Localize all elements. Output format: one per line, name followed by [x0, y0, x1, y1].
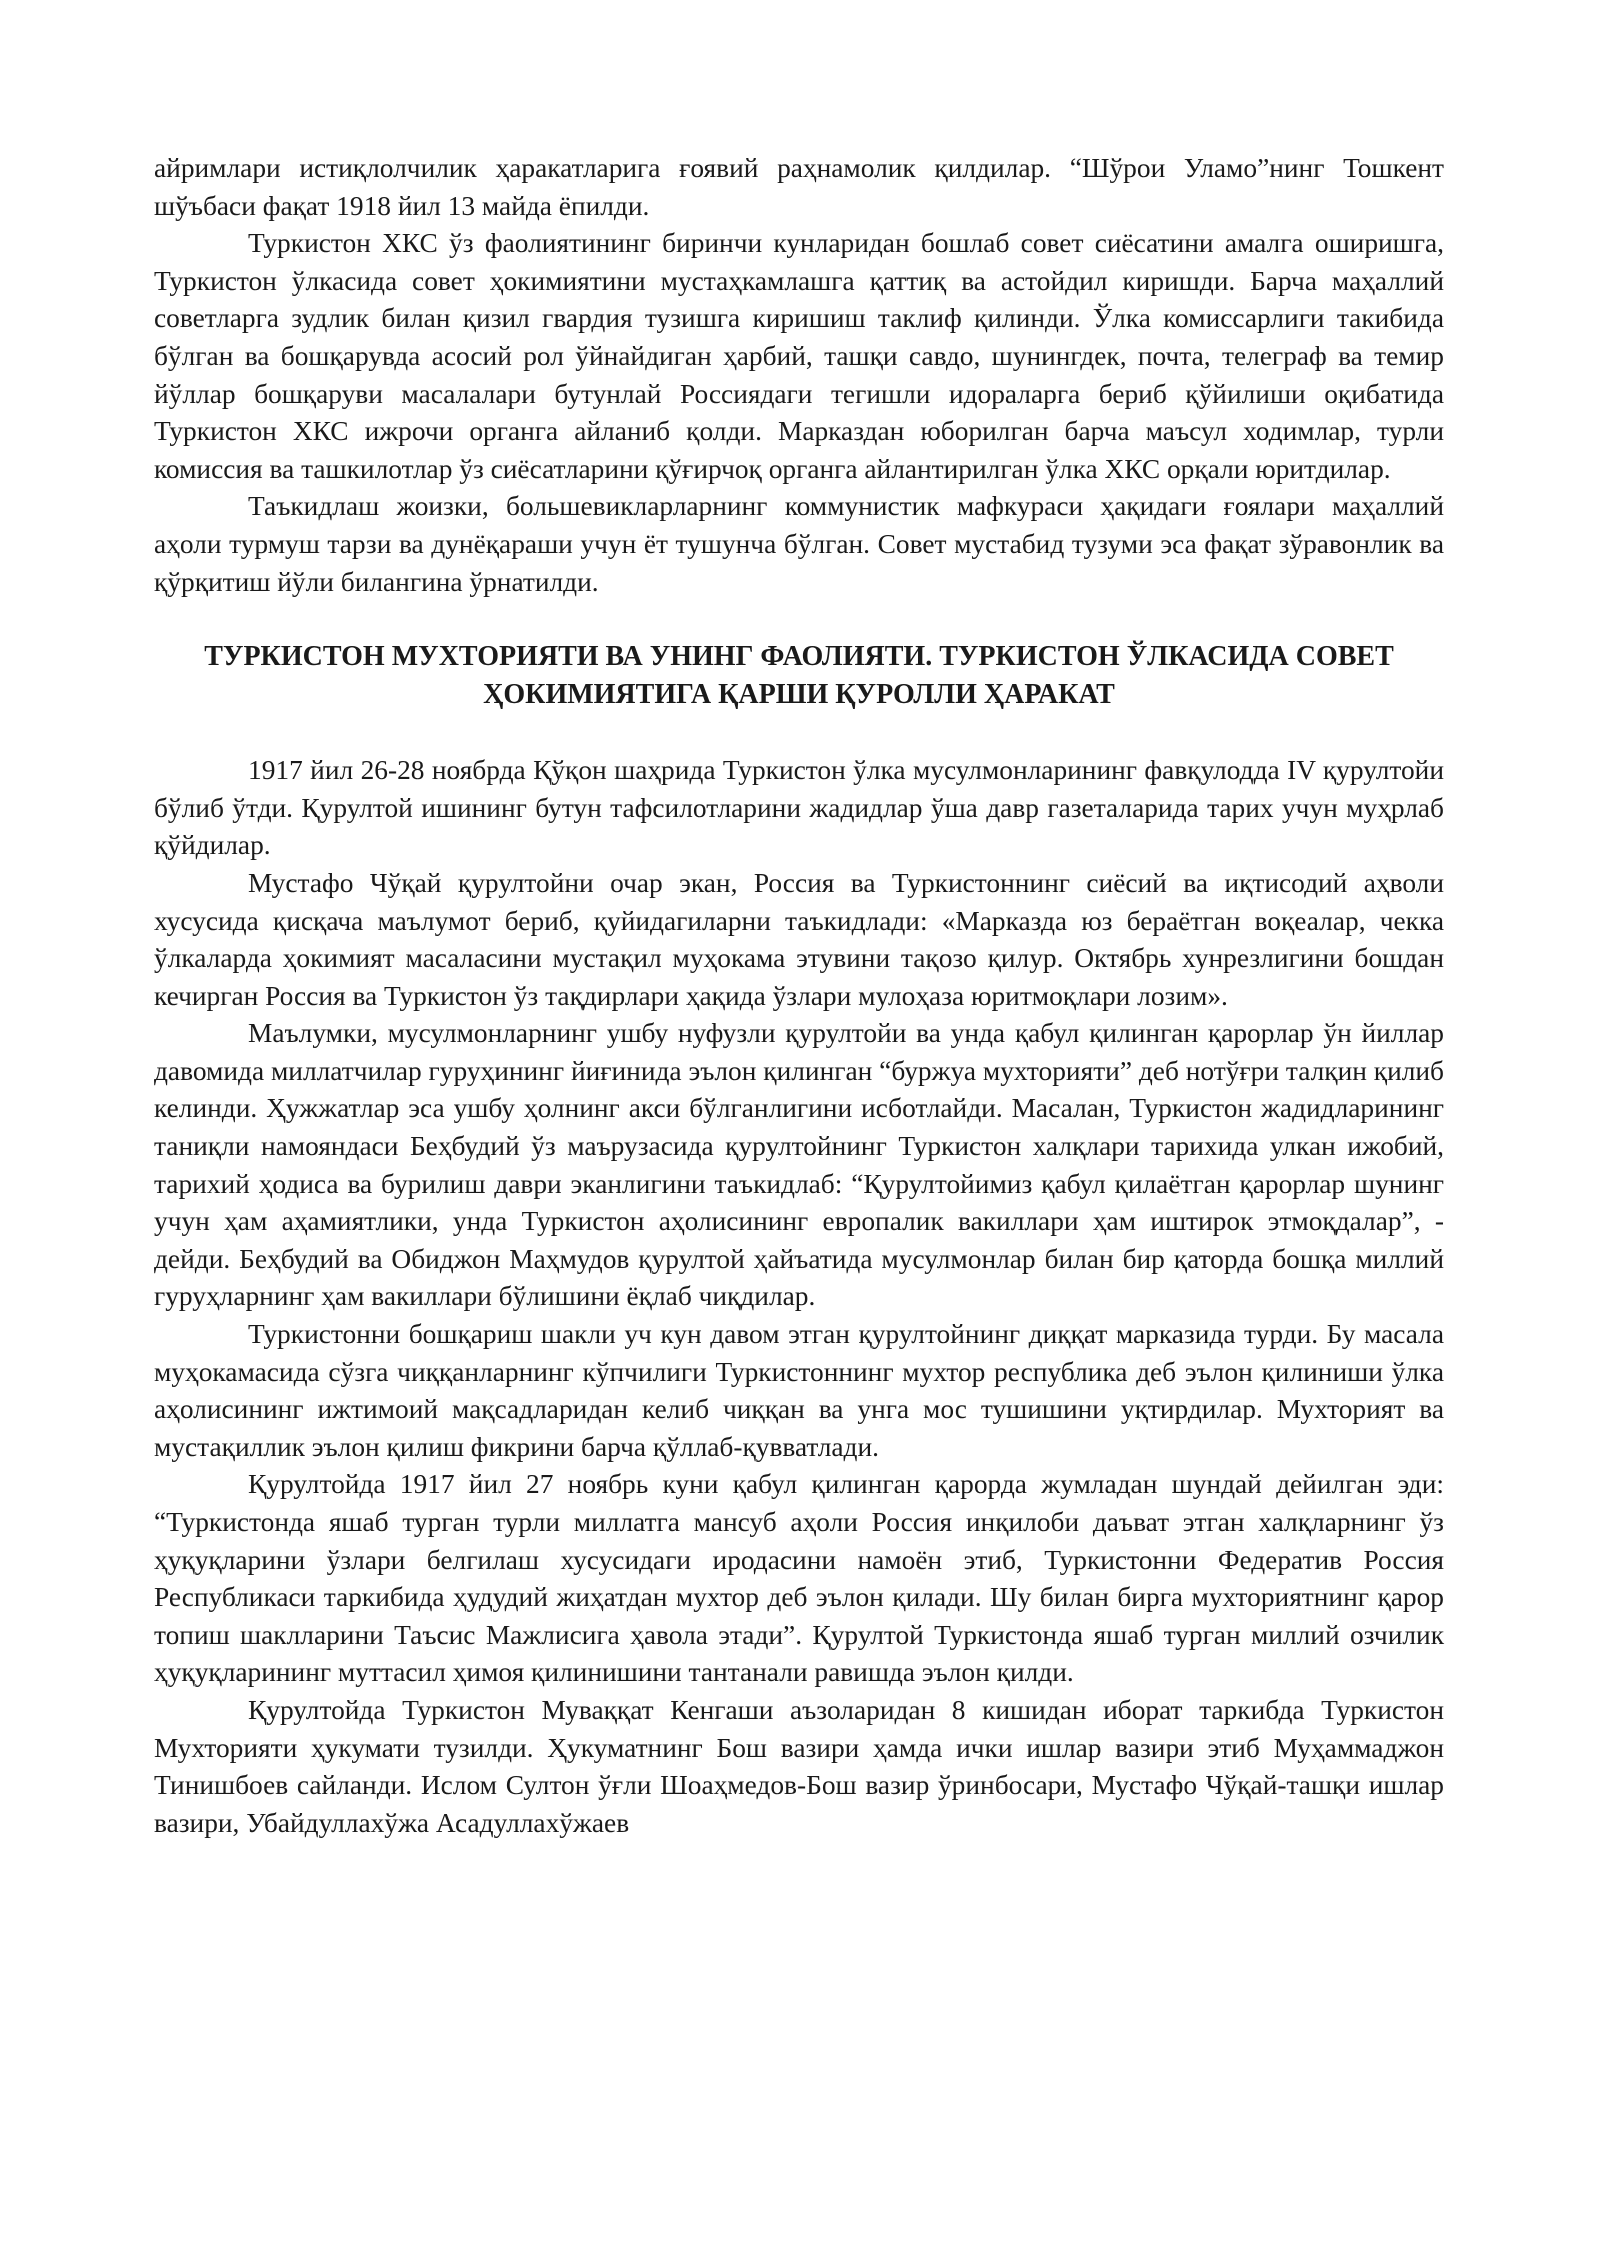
paragraph-governance-form: Туркистонни бошқариш шакли уч кун давом этган қурултойнинг диққат марказида турди. Бу масала муҳокамасида сўзга чиққанларнинг кўпчилиги Туркистоннинг мухтор республика деб эълон қилиниши ўлка аҳолисининг ижтимоий мақсадларидан келиб чиққан ва унга мос тушишини уқтирдилар. Мухторият ва мустақиллик эълон қилиш фикрини барча қўллаб-қувватлади.	[154, 1319, 1444, 1462]
paragraph-turkistan-xks: Туркистон ХКС ўз фаолиятининг биринчи кунларидан бошлаб совет сиёсатини амалга оширишга, Туркистон ўлкасида совет ҳокимиятини мустаҳкамлашга қаттиқ ва астойдил киришди. Барча маҳаллий советларга зудлик билан қизил гвардия тузишга киришиш таклиф қилинди. Ўлка комиссарлиги такибида бўлган ва бошқарувда асосий рол ўйнайдиган ҳарбий, ташқи савдо, шунингдек, почта, телеграф ва темир йўллар бошқаруви масалалари бутунлай Россиядаги тегишли идораларга бериб қўйилиши оқибатида Туркистон ХКС ижрочи органга айланиб қолди. Марказдан юборилган барча маъсул ходимлар, турли комиссия ва ташкилотлар ўз сиёсатларини қўғирчоқ органга айлантирилган ўлка ХКС орқали юритдилар.	[154, 228, 1444, 484]
paragraph-resolution: Қурултойда 1917 йил 27 ноябрь куни қабул қилинган қарорда жумладан шундай дейилган эди: “Туркистонда яшаб турган турли миллатга мансуб аҳоли Россия инқилоби даъват этган халқларнинг ўз ҳуқуқларини ўзлари белгилаш хусусидаги иродасини намоён этиб, Туркистонни Федератив Россия Республикаси таркибида ҳудудий жиҳатдан мухтор деб эълон қилади. Шу билан бирга мухториятнинг қарор топиш шаклларини Таъсис Мажлисига ҳавола этади”. Қурултой Туркистонда яшаб турган миллий озчилик ҳуқуқларининг муттасил ҳимоя қилинишини тантанали равишда эълон қилди.	[154, 1469, 1444, 1688]
paragraph-bolshevik-ideology: Таъкидлаш жоизки, большевикларларнинг коммунистик мафкураси ҳақидаги ғоялари маҳаллий аҳоли турмуш тарзи ва дунёқараши учун ёт тушунча бўлган. Совет мустабид тузуми эса фақат зўравонлик ва қўрқитиш йўли билангина ўрнатилди.	[154, 491, 1444, 597]
paragraph-kurultai-1917: 1917 йил 26-28 ноябрда Қўқон шаҳрида Туркистон ўлка мусулмонларининг фавқулодда IV қурултойи бўлиб ўтди. Қурултой ишининг бутун тафсилотларини жадидлар ўша давр газеталарида тарих учун муҳрлаб қўйдилар.	[154, 755, 1444, 861]
paragraph-continuation: айримлари истиқлолчилик ҳаракатларига ғоявий раҳнамолик қилдилар. “Шўрои Уламо”нинг Тошкент шўъбаси фақат 1918 йил 13 майда ёпилди.	[154, 153, 1444, 221]
document-page	[154, 150, 1444, 1842]
paragraph-government-formed: Қурултойда Туркистон Муваққат Кенгаши аъзоларидан 8 кишидан иборат таркибда Туркистон Мухторияти ҳукумати тузилди. Ҳукуматнинг Бош вазири ҳамда ички ишлар вазири этиб Муҳаммаджон Тинишбоев сайланди. Ислом Султон ўғли Шоаҳмедов-Бош вазир ўринбосари, Мустафо Чўқай-ташқи ишлар вазири, Убайдуллахўжа Асадуллахўжаев	[154, 1694, 1444, 1838]
paragraph-mustafo-chukai: Мустафо Чўқай қурултойни очар экан, Россия ва Туркистоннинг сиёсий ва иқтисодий аҳволи хусусида қисқача маълумот бериб, қуйидагиларни таъкидлади: «Марказда юз бераётган воқеалар, чекка ўлкаларда ҳокимият масаласини мустақил муҳокама этувини тақозо қилур. Октябрь хунрезлигини бошдан кечирган Россия ва Туркистон ўз тақдирлари ҳақида ўзлари мулоҳаза юритмоқлари лозим».	[154, 867, 1444, 1011]
paragraph-behbudiy: Маълумки, мусулмонларнинг ушбу нуфузли қурултойи ва унда қабул қилинган қарорлар ўн йиллар давомида миллатчилар гуруҳининг йиғинида эълон қилинган “буржуа мухторияти” деб нотўғри талқин қилиб келинди. Ҳужжатлар эса ушбу ҳолнинг акси бўлганлигини исботлайди. Масалан, Туркистон жадидларининг таниқли намояндаси Беҳбудий ўз маърузасида қурултойнинг Туркистон халқлари тарихида улкан ижобий, тарихий ҳодиса ва бурилиш даври эканлигини таъкидлаб: “Қурултойимиз қабул қилаётган қарорлар шунинг учун ҳам аҳамиятлики, унда Туркистон аҳолисининг европалик вакиллари ҳам иштирок этмоқдалар”, - дейди. Беҳбудий ва Обиджон Маҳмудов қурултой ҳайъатида мусулмонлар билан бир қаторда бошқа миллий гуруҳларнинг ҳам вакиллари бўлишини ёқлаб чиқдилар.	[154, 1018, 1444, 1312]
section-title: ТУРКИСТОН МУХТОРИЯТИ ВА УНИНГ ФАОЛИЯТИ. ТУРКИСТОН ЎЛКАСИДА СОВЕТ ҲОКИМИЯТИГА ҚАРШИ ҚУРОЛЛИ ҲАРАКАТ	[204, 641, 1394, 711]
